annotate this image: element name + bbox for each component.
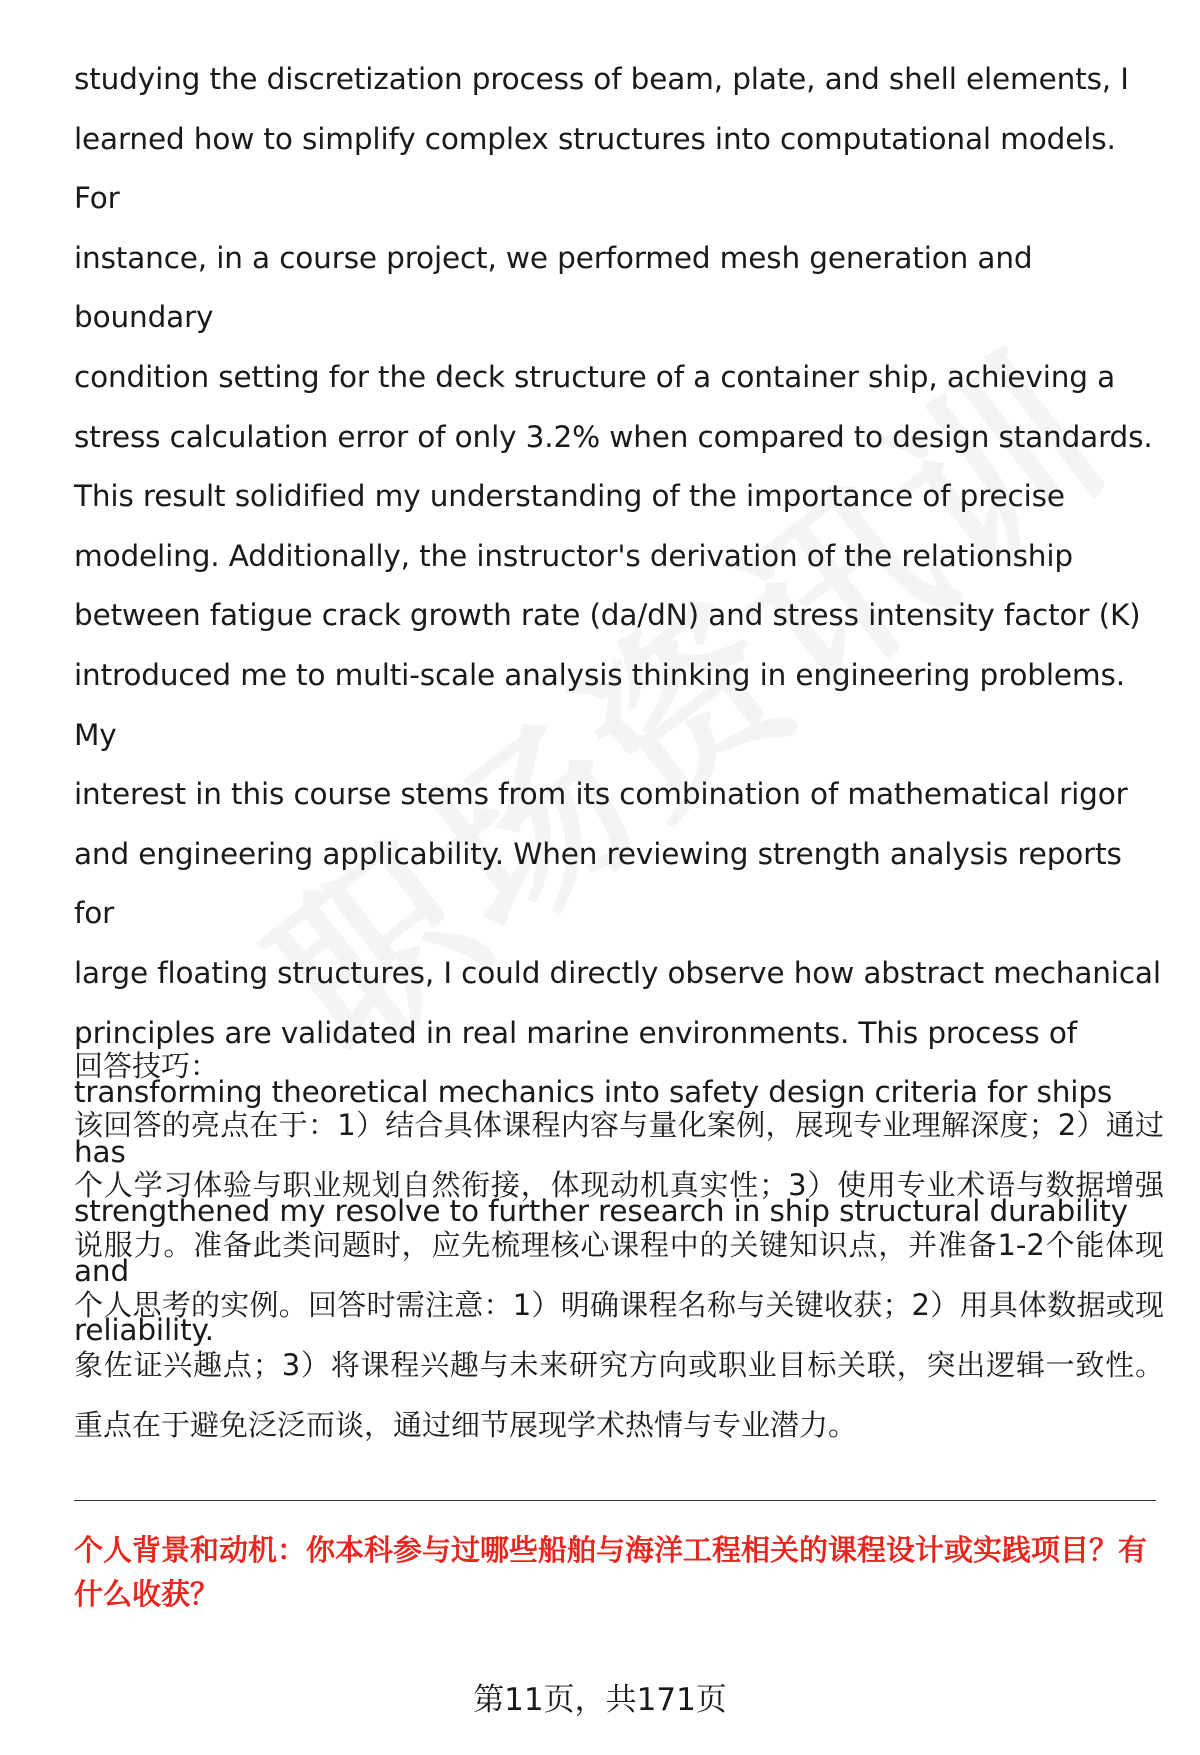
section-divider <box>74 1500 1156 1501</box>
page-number-footer: 第11页，共171页 <box>473 1682 727 1718</box>
answer-paragraph: studying the discretization process of beam, plate, and shell elements, I learned how to simplify complex structures into computational models. For instance, in a course project, we performed mesh generation and boundary condition setting for the deck structure of a container ship, achieving a stress calculation error of only 3.2% when compared to design standards. This result solidified my understanding of the importance of precise modeling. Additionally, the instructor's derivation of the relationship between fatigue crack growth rate (da/dN) and stress intensity factor (K) introduced me to multi-scale analysis thinking in engineering problems. My interest in this course stems from its combination of mathematical rigor and engineering applicability. When reviewing strength analysis reports for large floating structures, I could directly observe how abstract mechanical principles are validated in real marine environments. This process of transforming theoretical mechanics into safety design criteria for ships has strengthened my resolve to further research in ship structural durability and reliability. <box>74 62 1161 1348</box>
next-question-heading: 个人背景和动机：你本科参与过哪些船舶与海洋工程相关的课程设计或实践项目？有什么收获？ <box>74 1533 1148 1611</box>
tips-paragraph: 该回答的亮点在于：1）结合具体课程内容与量化案例，展现专业理解深度；2）通过个人学习体验与职业规划自然衔接，体现动机真实性；3）使用专业术语与数据增强说服力。准备此类问题时，应先梳理核心课程中的关键知识点，并准备1-2个能体现个人思考的实例。回答时需注意：1）明确课程名称与关键收获；2）用具体数据或现象佐证兴趣点；3）将课程兴趣与未来研究方向或职业目标关联，突出逻辑一致性。重点在于避免泛泛而谈，通过细节展现学术热情与专业潜力。 <box>74 1108 1164 1442</box>
tips-heading: 回答技巧： <box>74 1049 220 1083</box>
